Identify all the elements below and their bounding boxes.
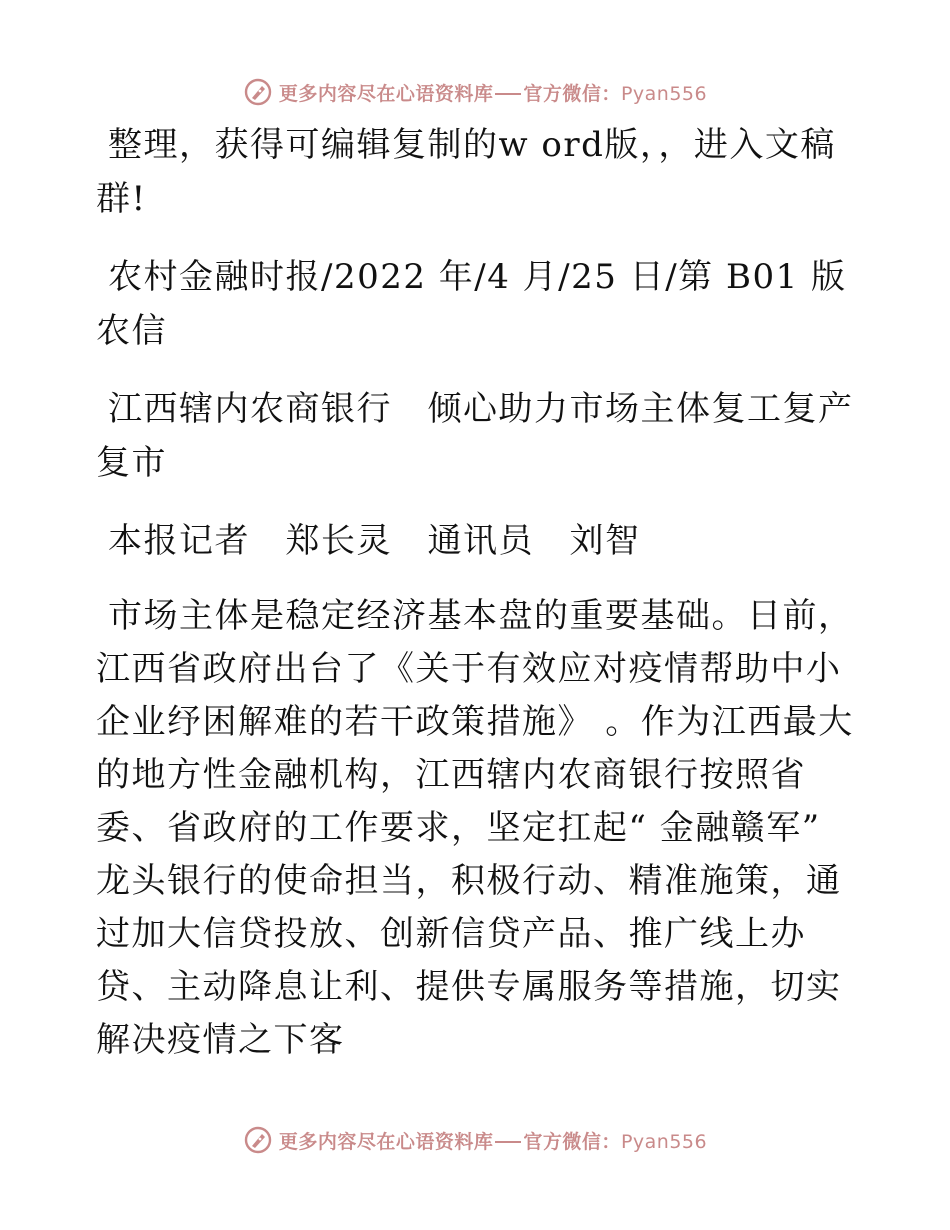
source-line: 农村金融时报/2022 年/4 月/25 日/第 B01 版农信	[96, 257, 847, 351]
document-content	[96, 118, 856, 1067]
article-byline: 本报记者 郑长灵 通讯员 刘智	[108, 521, 641, 561]
watermark-wechat-label: 官方微信：	[523, 1130, 621, 1153]
watermark-site-name: 更多内容尽在心语资料库	[278, 1130, 494, 1153]
header-watermark	[0, 72, 950, 112]
pen-nib-circle-icon	[243, 1125, 273, 1155]
pen-nib-circle-icon	[243, 77, 273, 107]
footer-watermark	[0, 1120, 950, 1160]
article-title: 江西辖内农商银行 倾心助力市场主体复工复产复市	[96, 389, 854, 483]
watermark-wechat-id: Pyan556	[620, 82, 708, 105]
watermark-wechat-id: Pyan556	[620, 1130, 708, 1153]
watermark-dash	[495, 1141, 521, 1143]
watermark-text	[279, 79, 707, 106]
watermark-site-name: 更多内容尽在心语资料库	[278, 82, 494, 105]
article-body: 市场主体是稳定经济基本盘的重要基础。日前，江西省政府出台了《关于有效应对疫情帮助中小企业纾困解难的若干政策措施》 。作为江西最大的地方性金融机构，江西辖内农商银行按照省委、省政府的工作要求，坚定扛起“ 金融赣军” 龙头银行的使命担当，积极行动、精准施策，通过加大信贷投放、创新信贷产品、推广线上办贷、主动降息让利、提供专属服务等措施，切实解决疫情之下客	[96, 596, 854, 1060]
intro-paragraph: 整理，获得可编辑复制的w ord版，，进入文稿群!	[96, 125, 836, 219]
watermark-dash	[495, 93, 521, 95]
watermark-wechat-label: 官方微信：	[523, 82, 621, 105]
watermark-text	[279, 1127, 707, 1154]
